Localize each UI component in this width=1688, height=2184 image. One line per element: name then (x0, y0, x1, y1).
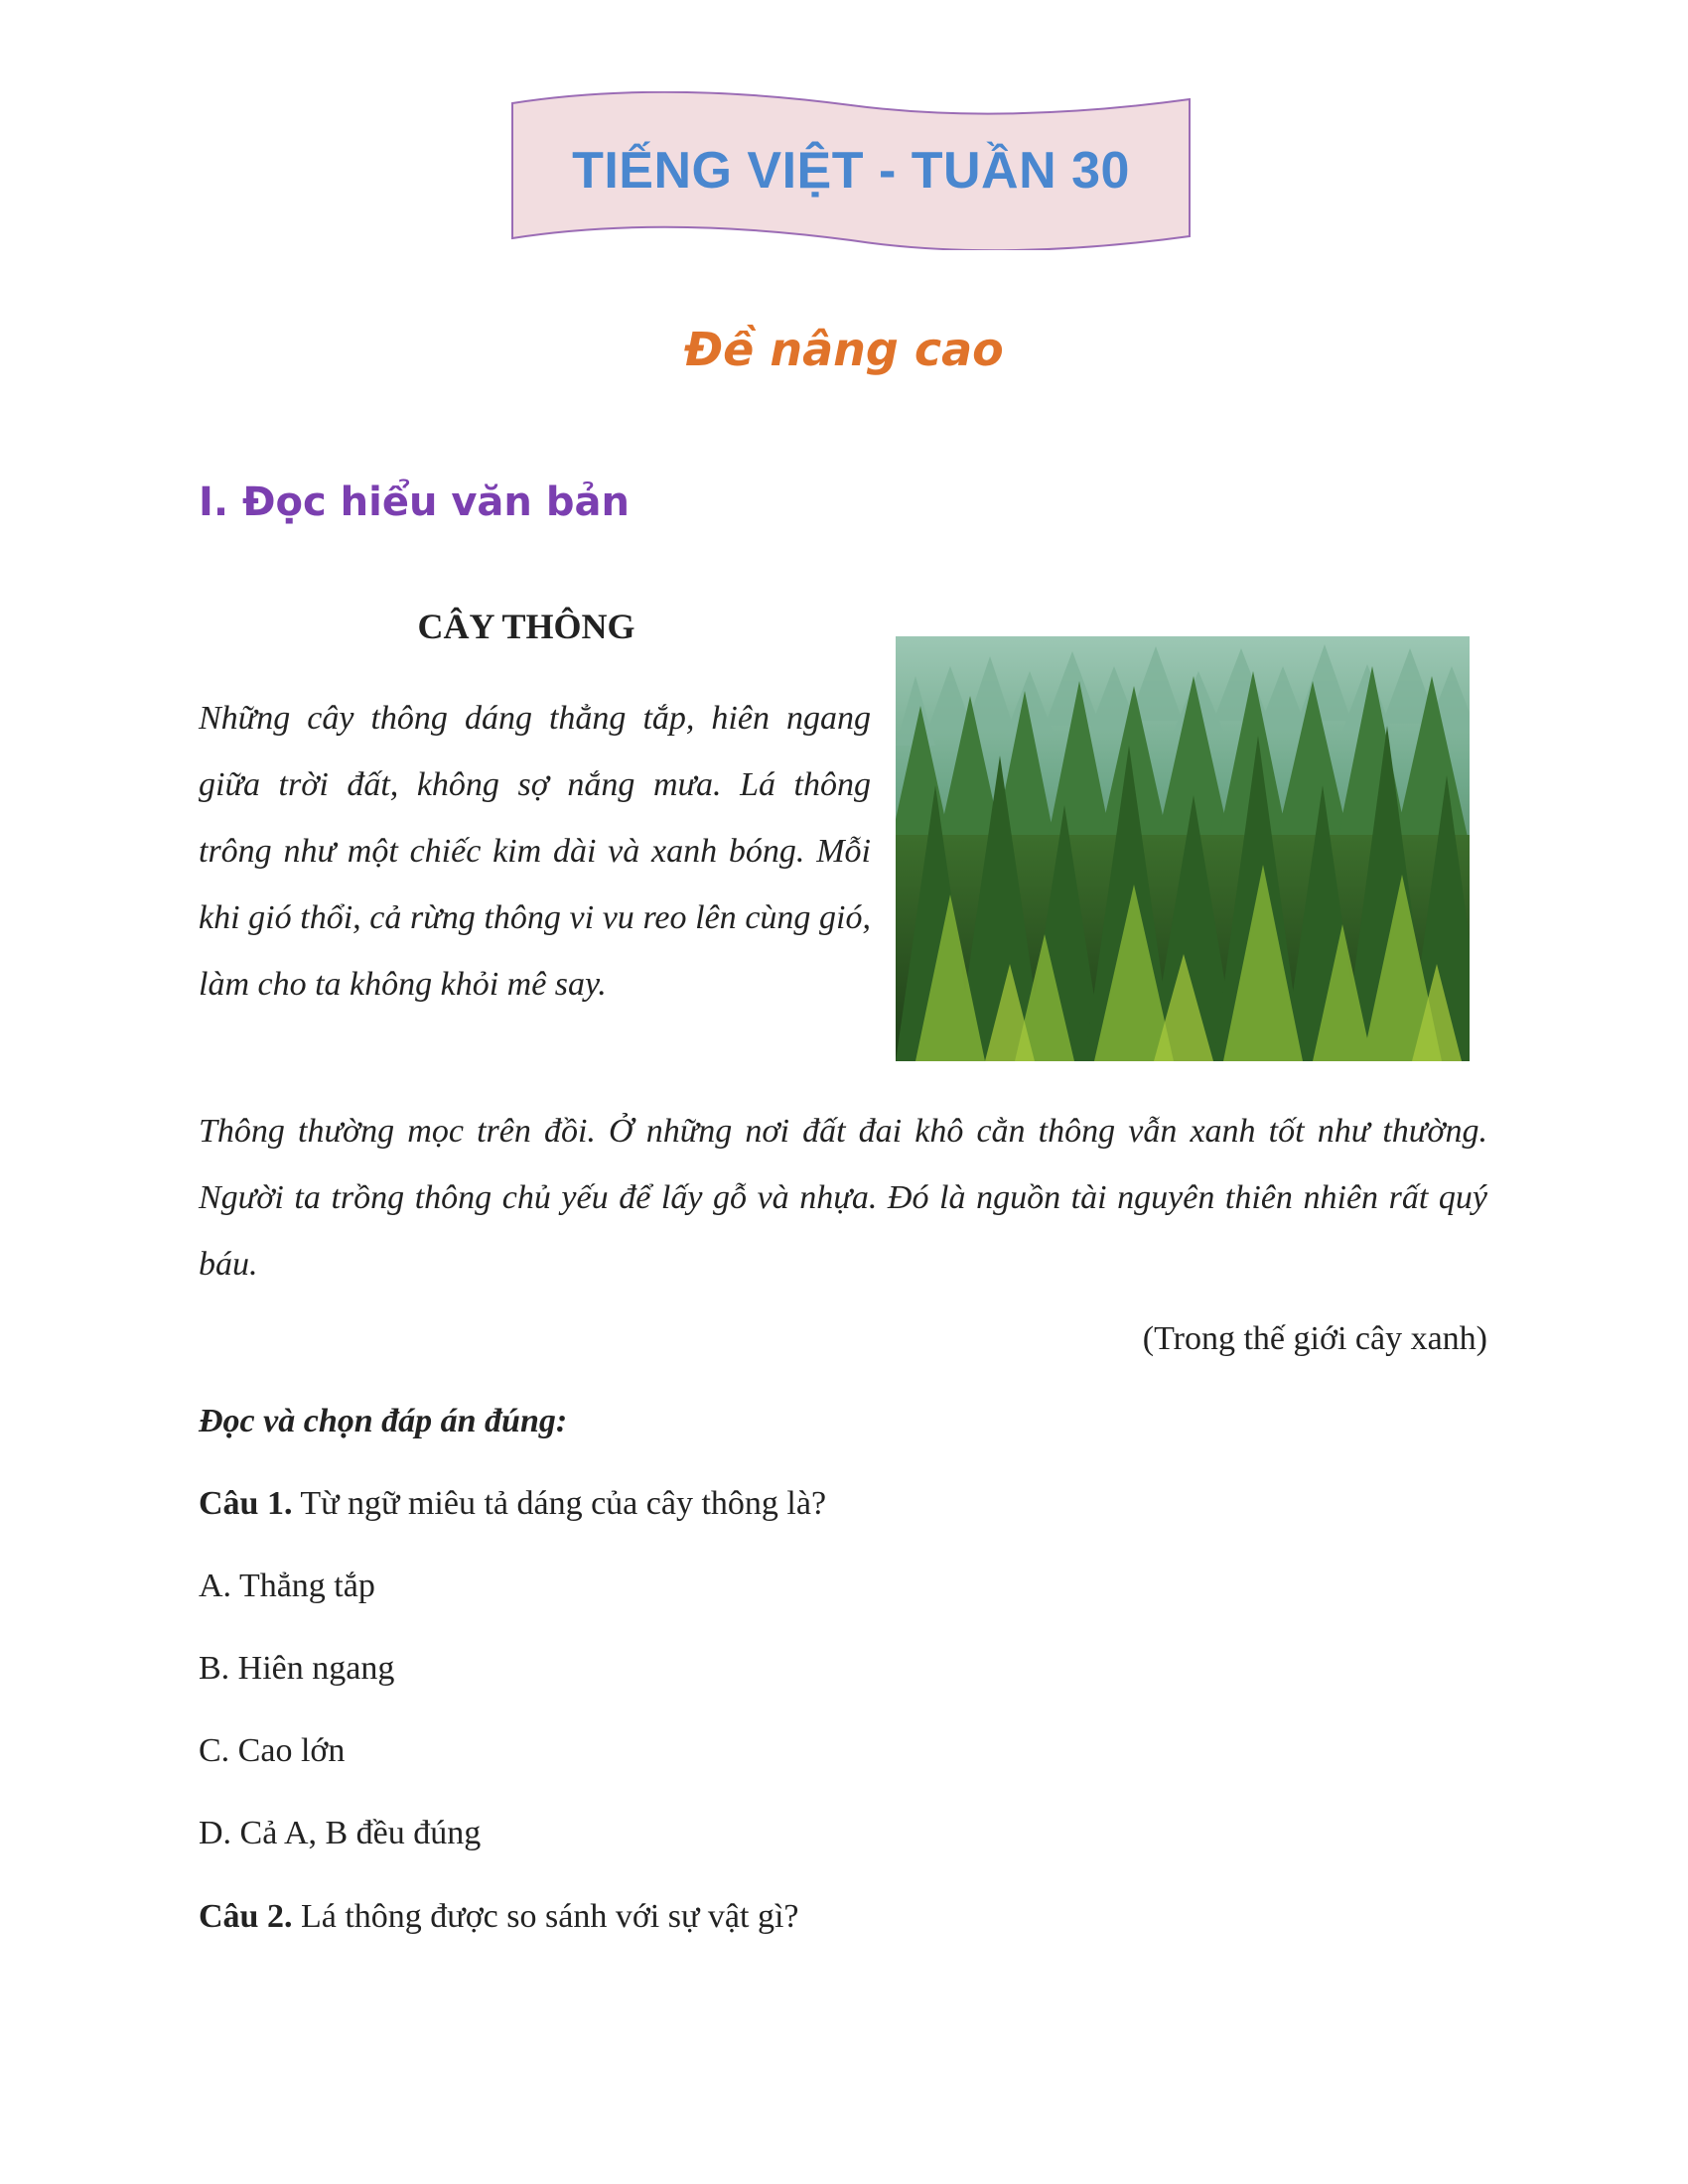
question-text: Từ ngữ miêu tả dáng của cây thông là? (300, 1485, 827, 1522)
pine-forest-photo (896, 636, 1470, 1061)
question-text: Lá thông được so sánh với sự vật gì? (300, 1898, 799, 1935)
story-source: (Trong thế giới cây xanh) (1142, 1320, 1487, 1357)
section-heading: I. Đọc hiểu văn bản (199, 479, 630, 525)
title-banner (508, 91, 1194, 250)
question-2 (199, 1898, 799, 1936)
story-title: CÂY THÔNG (417, 607, 635, 646)
quiz-instruction: Đọc và chọn đáp án đúng: (199, 1403, 568, 1439)
question-label: Câu 2. (199, 1898, 293, 1935)
answer-option-c[interactable]: C. Cao lớn (199, 1732, 346, 1769)
question-label: Câu 1. (199, 1485, 293, 1522)
answer-option-d[interactable]: D. Cả A, B đều đúng (199, 1815, 482, 1851)
exam-level-subtitle: Đề nâng cao (684, 323, 1004, 376)
answer-option-b[interactable]: B. Hiên ngang (199, 1650, 395, 1687)
story-paragraph-2: Thông thường mọc trên đồi. Ở những nơi đất đai khô cằn thông vẫn xanh tốt như thường. Người ta trồng thông chủ yếu để lấy gỗ và nhựa. Đó là nguồn tài nguyên thiên nhiên rất quý báu. (199, 1113, 1487, 1283)
story-paragraph-1: Những cây thông dáng thẳng tắp, hiên ngang giữa trời đất, không sợ nắng mưa. Lá thông trông như một chiếc kim dài và xanh bóng. Mỗi khi gió thổi, cả rừng thông vi vu reo lên cùng gió, làm cho ta không khỏi mê say. (199, 700, 871, 1003)
answer-option-a[interactable]: A. Thẳng tắp (199, 1568, 375, 1604)
question-1 (199, 1485, 826, 1523)
page-title: TIẾNG VIỆT - TUẦN 30 (572, 142, 1130, 200)
